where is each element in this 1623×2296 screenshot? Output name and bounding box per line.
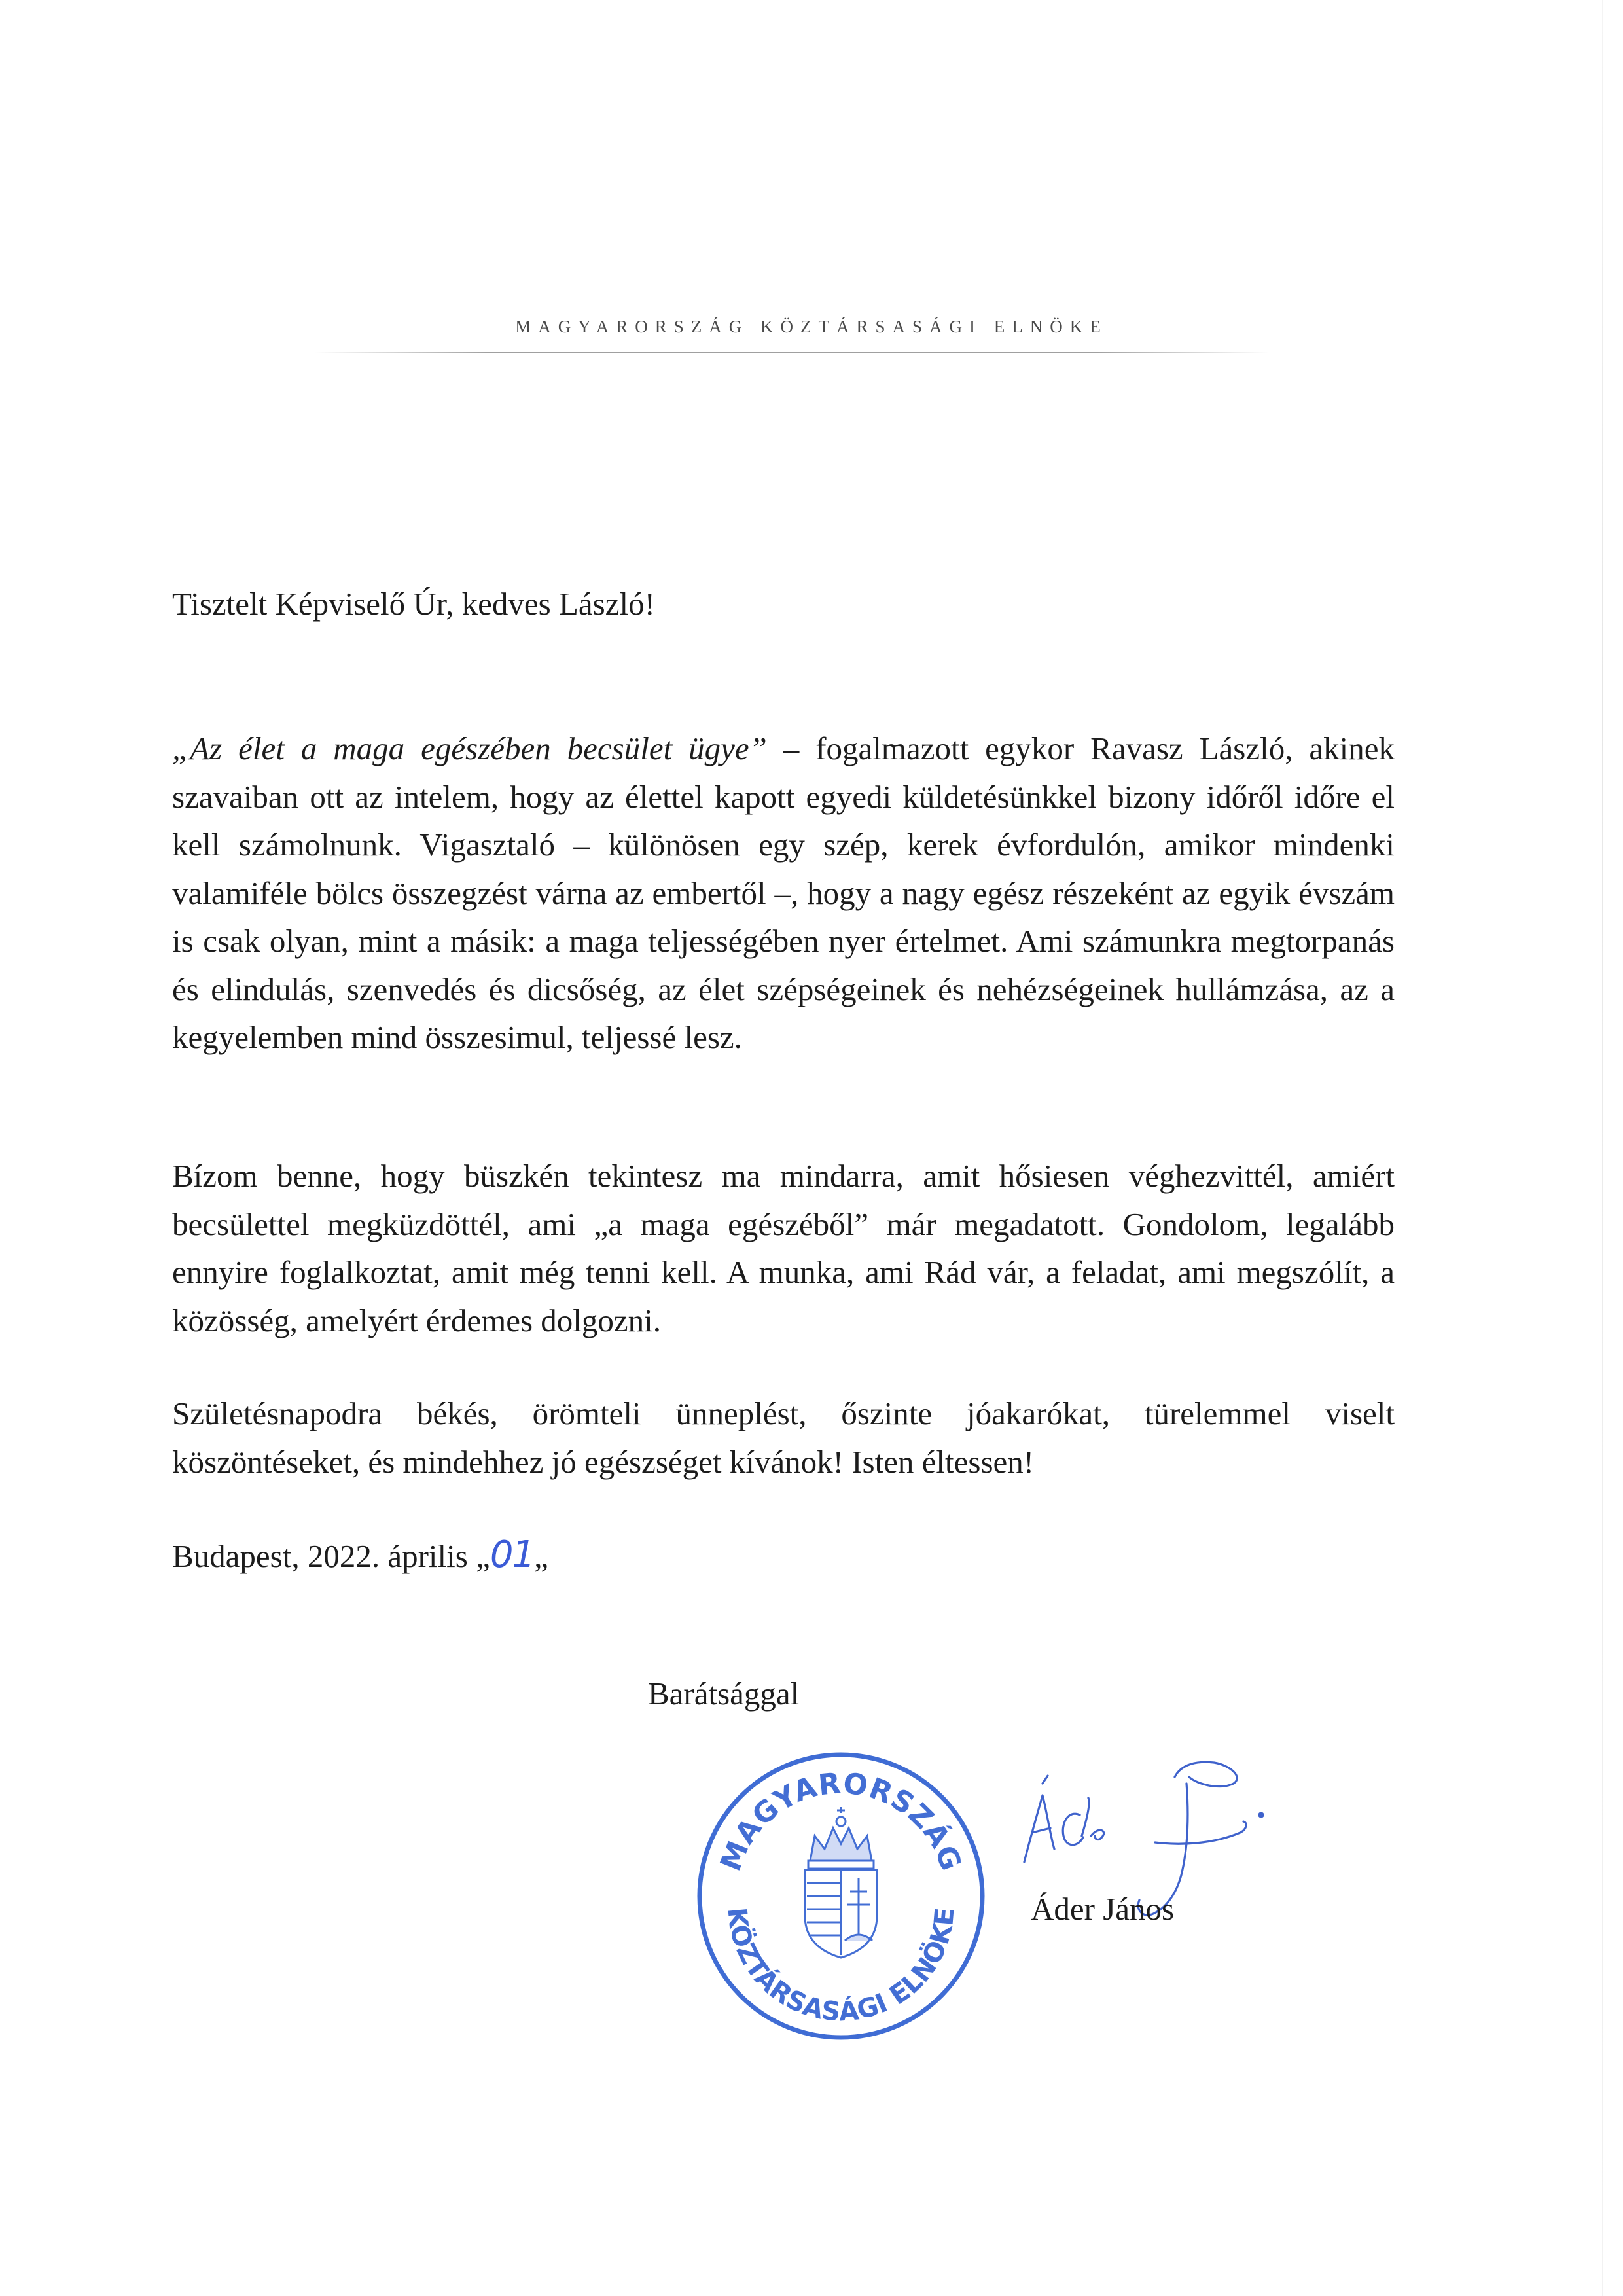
date-day-handwritten: 01 [490,1534,535,1576]
salutation: Tisztelt Képviselő Úr, kedves László! [172,586,655,622]
date-suffix: „ [534,1538,548,1574]
paragraph-1 [172,725,1395,1062]
dateline [172,1531,1395,1581]
paragraph-3: Születésnapodra békés, örömteli ünneplést, őszinte jóakarókat, türelemmel viselt köszöntéseket, és mindehhez jó egészséget kívánok! Isten éltessen! [172,1395,1395,1480]
seal-text-top: MAGYARORSZÁG [713,1767,968,1876]
letterhead-title: MAGYARORSZÁG KÖZTÁRSASÁGI ELNÖKE [515,317,1108,336]
closing: Barátsággal [648,1676,800,1712]
seal-text-bottom: KÖZTÁRSASÁGI ELNÖKE [721,1906,961,2028]
paragraph-1-quote: „Az élet a maga egészében becsület ügye” [172,730,767,766]
coat-of-arms-icon [805,1807,877,1958]
signer-name: Áder János [1031,1891,1175,1927]
scan-edge [1602,0,1603,2296]
seal-stamp [690,1744,991,2045]
paragraph-2: Bízom benne, hogy büszkén tekintesz ma mindarra, amit hősiesen véghezvittél, amiért becsülettel megküzdöttél, ami „a maga egészéből” már megadatott. Gondolom, legalább ennyire foglalkoztat, amit még tenni kell. A munka, ami Rád vár, a feladat, ami megszólít, a közösség, amelyért érdemes dolgozni. [172,1158,1395,1338]
letterhead [0,317,1623,337]
paragraph-1-text: – fogalmazott egykor Ravasz László, akinek szavaiban ott az intelem, hogy az élettel kapott egyedi küldetésünkkel bizony időről időre el kell számolnunk. Vigasztaló – különösen egy szép, kerek évfordulón, amikor mindenki valamiféle bölcs összegzést várna az embertől –, hogy a nagy egész részeként az egyik évszám is csak olyan, mint a másik: a maga teljességében nyer értelmet. Ami számunkra megtorpanás és elindulás, szenvedés és dicsőség, az élet szépségeinek és nehézségeinek hullámzása, az a kegyelemben mind összesimul, teljessé lesz. [172,730,1395,1055]
letterhead-rule [314,352,1270,353]
date-prefix: Budapest, 2022. április „ [172,1538,490,1574]
